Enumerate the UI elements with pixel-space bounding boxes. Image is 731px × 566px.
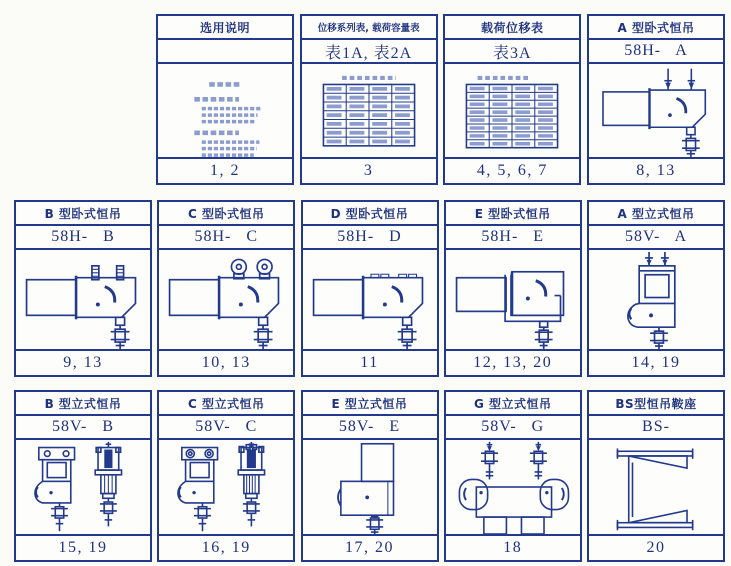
panel-58h-e bbox=[444, 200, 582, 377]
horizontal-hanger-a-diagram bbox=[589, 64, 723, 157]
panel-58v-e bbox=[301, 390, 439, 562]
panel-title: D 型卧式恒吊 bbox=[303, 202, 437, 226]
saddle-bracket-bs-diagram bbox=[589, 440, 723, 534]
panel-subtitle: 表3A bbox=[445, 40, 579, 64]
catalog-row-1 bbox=[156, 14, 725, 185]
vertical-hanger-g-diagram bbox=[446, 440, 580, 534]
horizontal-hanger-c-diagram bbox=[159, 250, 293, 349]
panel-title: A 型卧式恒吊 bbox=[589, 16, 723, 40]
panel-pages: 1, 2 bbox=[158, 157, 292, 183]
panel-title: 选用说明 bbox=[158, 16, 292, 40]
panel-selection-notes bbox=[156, 14, 294, 185]
panel-pages: 18 bbox=[446, 534, 580, 560]
horizontal-hanger-d-diagram bbox=[303, 250, 437, 349]
panel-title: BS型恒吊鞍座 bbox=[589, 392, 723, 416]
panel-58h-c bbox=[157, 200, 295, 377]
panel-subtitle: 58H- A bbox=[589, 40, 723, 64]
panel-title: E 型卧式恒吊 bbox=[446, 202, 580, 226]
panel-subtitle: 58V- B bbox=[16, 416, 150, 440]
panel-subtitle: 58H- C bbox=[159, 226, 293, 250]
panel-subtitle: BS- bbox=[589, 416, 723, 440]
horizontal-hanger-e-diagram bbox=[446, 250, 580, 349]
panel-subtitle: 58H- B bbox=[16, 226, 150, 250]
panel-subtitle: 58H- D bbox=[303, 226, 437, 250]
panel-58v-b bbox=[14, 390, 152, 562]
panel-58h-a bbox=[587, 14, 725, 185]
catalog-row-2 bbox=[14, 200, 725, 377]
panel-title: C 型卧式恒吊 bbox=[159, 202, 293, 226]
panel-pages: 11 bbox=[303, 349, 437, 375]
panel-58v-a bbox=[587, 200, 725, 377]
panel-title: 载荷位移表 bbox=[445, 16, 579, 40]
panel-pages: 8, 13 bbox=[589, 157, 723, 183]
horizontal-hanger-b-diagram bbox=[16, 250, 150, 349]
panel-pages: 16, 19 bbox=[159, 534, 293, 560]
panel-pages: 4, 5, 6, 7 bbox=[445, 157, 579, 183]
panel-subtitle: 表1A, 表2A bbox=[302, 40, 436, 64]
panel-displacement-series-tables bbox=[300, 14, 438, 185]
panel-subtitle: 58V- E bbox=[303, 416, 437, 440]
panel-pages: 10, 13 bbox=[159, 349, 293, 375]
panel-title: A 型立式恒吊 bbox=[589, 202, 723, 226]
panel-58v-c bbox=[157, 390, 295, 562]
vertical-hanger-a-diagram bbox=[589, 250, 723, 349]
panel-title: G 型立式恒吊 bbox=[446, 392, 580, 416]
panel-58h-d bbox=[301, 200, 439, 377]
panel-title: 位移系列表, 载荷容量表 bbox=[302, 16, 436, 40]
data-table-diagram bbox=[445, 64, 579, 157]
panel-pages: 3 bbox=[302, 157, 436, 183]
panel-pages: 12, 13, 20 bbox=[446, 349, 580, 375]
panel-pages: 15, 19 bbox=[16, 534, 150, 560]
selection-notes-text-diagram bbox=[158, 64, 292, 157]
panel-pages: 14, 19 bbox=[589, 349, 723, 375]
catalog-row-3 bbox=[14, 390, 725, 562]
vertical-hanger-e-diagram bbox=[303, 440, 437, 534]
panel-58h-b bbox=[14, 200, 152, 377]
panel-subtitle: 58V- C bbox=[159, 416, 293, 440]
panel-title: C 型立式恒吊 bbox=[159, 392, 293, 416]
panel-title: B 型立式恒吊 bbox=[16, 392, 150, 416]
panel-pages: 20 bbox=[589, 534, 723, 560]
vertical-hanger-b-diagram bbox=[16, 440, 150, 534]
panel-subtitle: 58H- E bbox=[446, 226, 580, 250]
panel-subtitle: 58V- G bbox=[446, 416, 580, 440]
panel-subtitle bbox=[158, 40, 292, 64]
panel-subtitle: 58V- A bbox=[589, 226, 723, 250]
panel-pages: 17, 20 bbox=[303, 534, 437, 560]
panel-load-displacement-table bbox=[443, 14, 581, 185]
data-table-diagram bbox=[302, 64, 436, 157]
panel-bs-saddle bbox=[587, 390, 725, 562]
panel-title: E 型立式恒吊 bbox=[303, 392, 437, 416]
panel-title: B 型卧式恒吊 bbox=[16, 202, 150, 226]
vertical-hanger-c-diagram bbox=[159, 440, 293, 534]
panel-58v-g bbox=[444, 390, 582, 562]
panel-pages: 9, 13 bbox=[16, 349, 150, 375]
